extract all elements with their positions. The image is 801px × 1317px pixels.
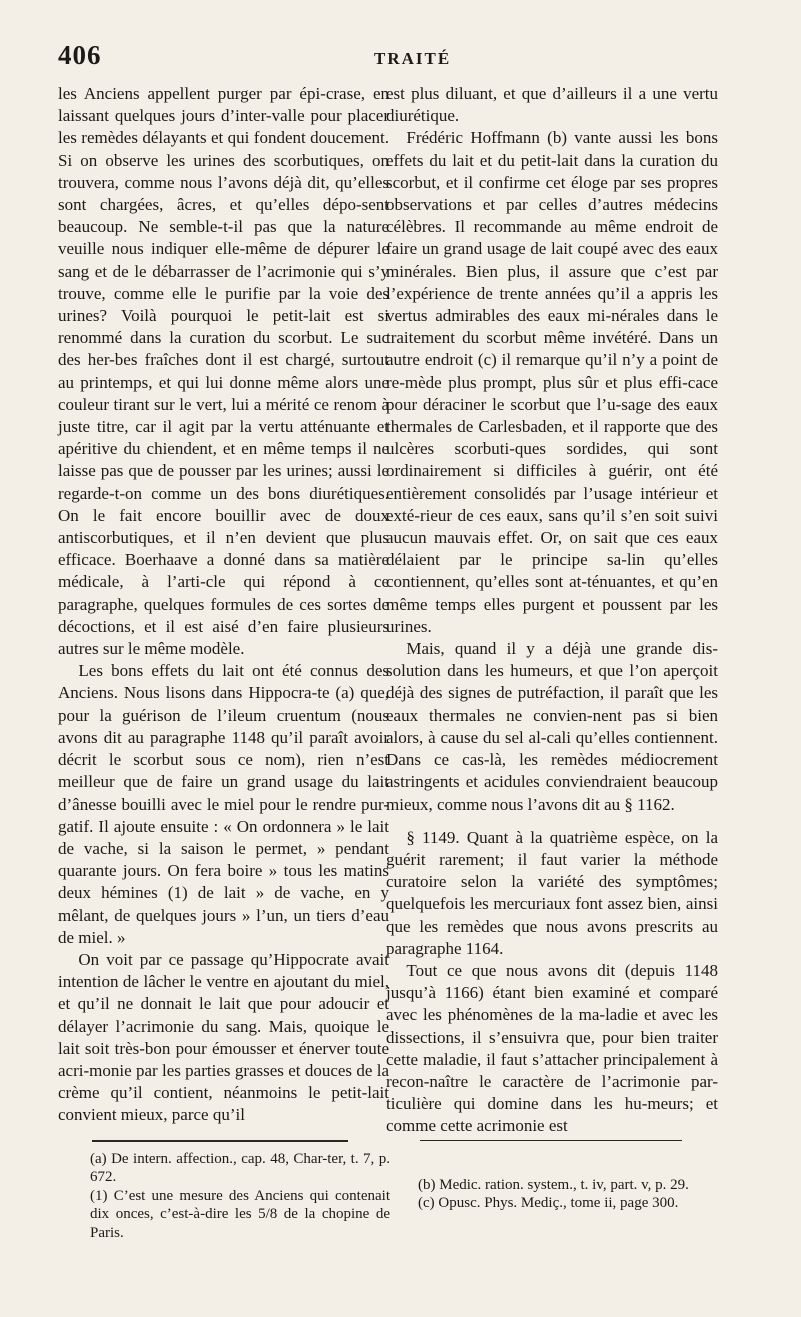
footnote-1: (1) C’est une mesure des Anciens qui contenait dix onces, c’est-à-dire les 5/8 de la chopine de Paris. bbox=[90, 1187, 390, 1241]
footnote-b: (b) Medic. ration. system., t. iv, part. v, p. 29. bbox=[418, 1177, 689, 1193]
footnote-a: (a) De intern. affection., cap. 48, Char-ter, t. 7, p. 672. bbox=[90, 1151, 390, 1186]
section-1149: § 1149. Quant à la quatrième espèce, on la guérit rarement; il faut varier la méthode curatoire selon la variété des symptômes; quelquefois les mercuriaux font assez bien, ainsi que les remèdes que nous avons prescrits au paragraphe 1164. bbox=[386, 827, 718, 958]
footnotes-right bbox=[418, 1176, 718, 1213]
footnotes-left bbox=[90, 1150, 390, 1242]
left-paragraph-2: Les bons effets du lait ont été connus des Anciens. Nous lisons dans Hippocra-te (a) que, pour la guérison de l’ileum cruentum (nous avons dit au paragraphe 1148 qu’il paraît avoir décrit le scorbut sous ce nom), rien n’est meilleur que de faire un grand usage du lait d’ânesse bouilli avec le miel pour le rendre pur-gatif. Il ajoute ensuite : « On ordonnera » le lait de vache, si la saison le permet, » pendant quarante jours. On fera boire » tous les matins deux hémines (1) de lait » de vache, en y mêlant, de quelques jours » l’un, un tiers d’eau de miel. » bbox=[58, 661, 389, 947]
right-paragraph-3: Mais, quand il y a déjà une grande dis-solution dans les humeurs, et que l’on aperçoit déjà des signes de putréfaction, il paraît que les eaux thermales ne convien-nent pas si bien alors, à cause du sel al-cali qu’elles contiennent. Dans ce cas-là, les remèdes médiocrement astringents et acidules conviendraient beaucoup mieux, comme nous l’avons dit au § 1162. bbox=[386, 639, 718, 814]
footnote-rule-right bbox=[420, 1140, 682, 1141]
left-paragraph-1: les Anciens appellent purger par épi-crase, en laissant quelques jours d’inter-valle pour placer les remèdes délayants et qui fondent doucement. Si on observe les urines des scorbutiques, on trouvera, comme nous l’avons déjà dit, qu’elles sont chargées, âcres, et qu’elles dépo-sent beaucoup. Ne semble-t-il pas que la nature veuille nous indiquer elle-même de dépurer le sang et de le débarrasser de l’acrimonie qui s’y trouve, comme elle le purifie par la voie des urines? Voilà pourquoi le petit-lait est si renommé dans la curation du scorbut. Le suc des her-bes fraîches dont il est chargé, surtout au printemps, et qui lui donne même alors une couleur tirant sur le vert, lui a mérité ce renom à juste titre, car il agit par la vertu atténuante et apéritive du chiendent, et en même temps il ne laisse pas que de pousser par les urines; aussi le regarde-t-on comme un des bons diurétiques. On le fait encore bouillir avec de doux antiscorbutiques, et il n’en devient que plus efficace. Boerhaave a donné dans sa matière médicale, à l’arti-cle qui répond à ce paragraphe, quelques formules de ces sortes de décoctions, et il est aisé d’en faire plusieurs autres sur le même modèle. bbox=[58, 84, 389, 659]
right-column bbox=[386, 83, 718, 1138]
right-paragraph-1: est plus diluant, et que d’ailleurs il a une vertu diurétique. bbox=[386, 84, 718, 126]
left-paragraph-3: On voit par ce passage qu’Hippocrate avait intention de lâcher le ventre en ajoutant du miel, et qu’il ne donnait le lait que pour adoucir et délayer l’acrimonie du sang. Mais, quoique le lait soit très-bon pour émousser et énerver toute acri-monie par les parties grasses et douces de la crème qu’il contient, néanmoins le petit-lait convient mieux, parce qu’il bbox=[58, 949, 389, 1125]
running-head: TRAITÉ bbox=[374, 49, 452, 68]
footnote-c: (c) Opusc. Phys. Mediç., tome ii, page 300. bbox=[418, 1195, 679, 1212]
left-column bbox=[58, 83, 389, 1127]
footnote-rule-left bbox=[92, 1140, 348, 1142]
right-paragraph-5: Tout ce que nous avons dit (depuis 1148 jusqu’à 1166) étant bien examiné et comparé avec les phénomènes de la ma-ladie et avec les dissections, il s’ensuivra que, pour bien traiter cette maladie, il faut s’attacher principalement à recon-naître le caractère de l’acrimonie par-ticulière qui domine dans les hu-meurs; et comme cette acrimonie est bbox=[386, 960, 718, 1136]
right-paragraph-2: Frédéric Hoffmann (b) vante aussi les bons effets du lait et du petit-lait dans la curation du scorbut, et il confirme cet éloge par ses propres observations et par celles d’autres médecins célèbres. Il recommande au même endroit de faire un grand usage de lait coupé avec des eaux minérales. Bien plus, il assure que c’est par l’expérience de trente années qu’il a appris les vertus admirables des eaux mi-nérales dans le traitement du scorbut même invétéré. Dans un autre endroit (c) il remarque qu’il n’y a point de re-mède plus prompt, plus sûr et plus effi-cace pour déraciner le scorbut que l’u-sage des eaux thermales de Carlesbaden, et il rapporte que des ulcères scorbuti-ques sordides, qui sont ordinairement si difficiles à guérir, ont été entièrement consolidés par l’usage intérieur et exté-rieur de ces eaux, sans qu’il s’en soit suivi aucun mauvais effet. Or, on sait que ces eaux délaient par le principe sa-lin qu’elles contiennent, qu’elles sont at-ténuantes, et qu’en même temps elles purgent et poussent par les urines. bbox=[386, 128, 718, 636]
page-header bbox=[58, 40, 758, 80]
page-number: 406 bbox=[58, 40, 102, 70]
